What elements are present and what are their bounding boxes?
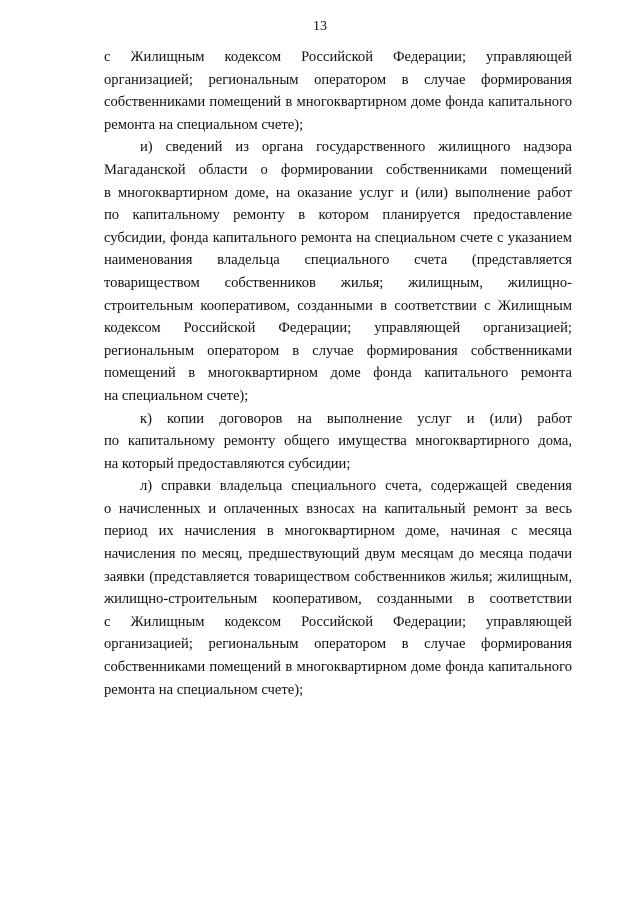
text-line: ремонта на специальном счете); [104, 681, 304, 698]
text-line: с Жилищным кодексом Российской Федерации; управляющей [104, 613, 572, 630]
text-line: наименования владельца специального счета (представляется [104, 252, 572, 269]
text-line: субсидии, фонда капитального ремонта на специальном счете с указанием [104, 229, 572, 246]
text-line: на специальном счете); [104, 387, 249, 404]
paragraph-continuation [104, 46, 572, 136]
text-line: по капитальному ремонту в котором планируется предоставление [104, 207, 572, 224]
text-line: по капитальному ремонту общего имущества многоквартирного дома, [104, 433, 572, 450]
text-line: помещений в многоквартирном доме фонда капитального ремонта [104, 365, 572, 382]
text-line: товариществом собственников жилья; жилищным, жилищно- [104, 274, 572, 291]
paragraph-item-l [104, 475, 572, 701]
text-line: организацией; региональным оператором в случае формирования [104, 636, 572, 653]
text-line: организацией; региональным оператором в случае формирования [104, 71, 572, 88]
text-line: региональным оператором в случае формирования собственниками [104, 342, 572, 359]
text-line: к) копии договоров на выполнение услуг и (или) работ [140, 410, 572, 427]
text-line: о начисленных и оплаченных взносах на капитальный ремонт за весь [104, 500, 572, 517]
text-line: с Жилищным кодексом Российской Федерации; управляющей [104, 49, 572, 65]
paragraph-item-i [104, 136, 572, 407]
document-body [104, 46, 572, 701]
text-line: л) справки владельца специального счета, содержащей сведения [140, 478, 572, 495]
text-line: период их начисления в многоквартирном доме, начиная с месяца [104, 523, 572, 540]
paragraph-item-k [104, 408, 572, 476]
text-line: строительным кооперативом, созданными в соответствии с Жилищным [104, 297, 572, 314]
text-line: кодексом Российской Федерации; управляющей организацией; [104, 320, 572, 337]
text-line: заявки (представляется товариществом собственников жилья; жилищным, [104, 568, 572, 585]
text-line: собственниками помещений в многоквартирном доме фонда капитального [104, 659, 572, 676]
text-line: начисления по месяц, предшествующий двум месяцам до месяца подачи [104, 546, 572, 563]
text-line: собственниками помещений в многоквартирном доме фонда капитального [104, 94, 572, 111]
text-line: на который предоставляются субсидии; [104, 455, 351, 472]
text-line: и) сведений из органа государственного жилищного надзора [140, 139, 572, 156]
text-line: в многоквартирном доме, на оказание услуг и (или) выполнение работ [104, 184, 572, 201]
text-line: Магаданской области о формировании собственниками помещений [104, 161, 572, 178]
text-line: ремонта на специальном счете); [104, 116, 304, 133]
page-number: 13 [313, 19, 327, 34]
text-line: жилищно-строительным кооперативом, созданными в соответствии [104, 591, 572, 608]
